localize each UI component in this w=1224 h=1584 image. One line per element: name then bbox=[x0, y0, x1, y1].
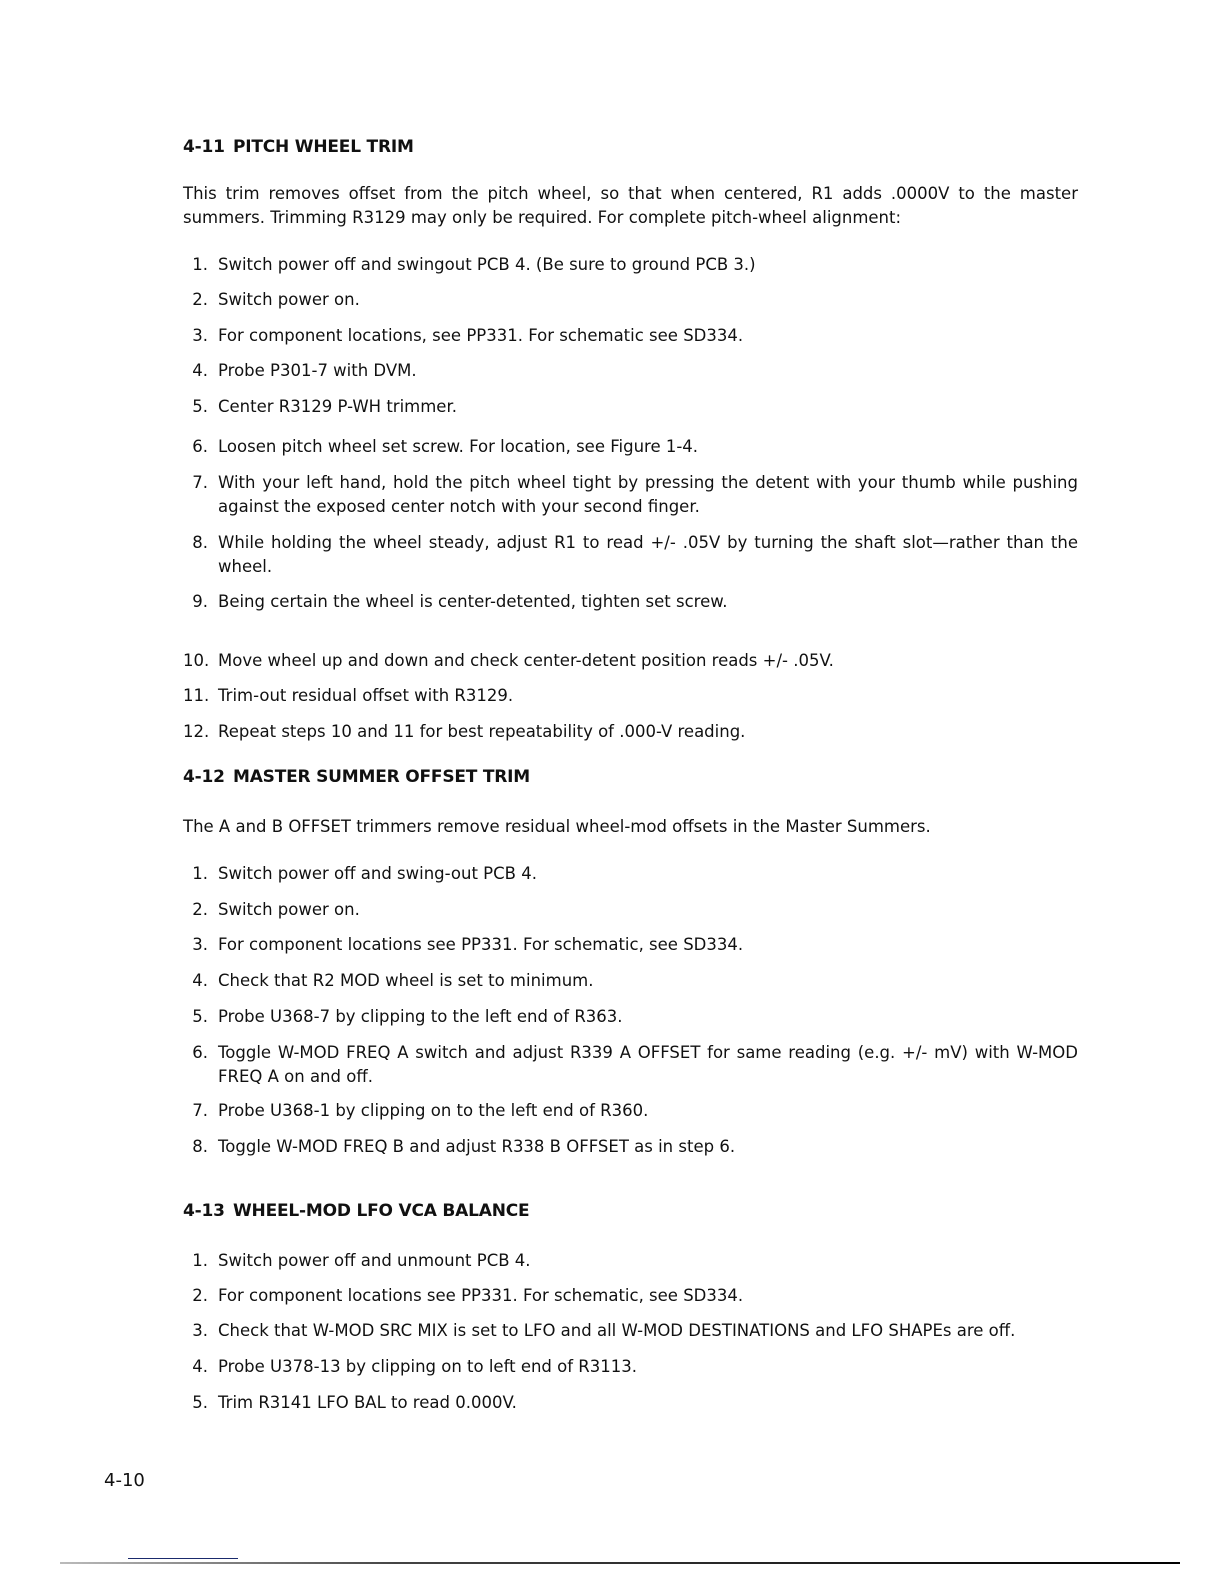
step-number: 4. bbox=[192, 361, 208, 380]
page-number: 4-10 bbox=[104, 1470, 145, 1491]
step-text: For component locations, see PP331. For schematic see SD334. bbox=[218, 326, 744, 345]
list-item bbox=[183, 720, 1078, 744]
bottom-rule bbox=[60, 1562, 1180, 1564]
list-item bbox=[183, 1041, 1078, 1089]
section-intro: This trim removes offset from the pitch wheel, so that when centered, R1 adds .0000V to the master summers. Trimming R3129 may only be required. For complete pitch-wheel alignment: bbox=[183, 184, 1078, 227]
section-number: 4-12 bbox=[183, 767, 225, 787]
step-text: Switch power off and swingout PCB 4. (Be sure to ground PCB 3.) bbox=[218, 255, 756, 274]
list-item bbox=[183, 590, 1078, 614]
step-number: 7. bbox=[192, 473, 208, 492]
step-number: 2. bbox=[192, 290, 208, 309]
step-number: 11. bbox=[183, 686, 210, 705]
list-item bbox=[183, 531, 1078, 579]
list-item bbox=[183, 359, 1078, 383]
list-item bbox=[183, 1135, 1078, 1159]
step-text: While holding the wheel steady, adjust R1 to read +/- .05V by turning the shaft slot—rather than the wheel. bbox=[218, 533, 1078, 576]
step-text: For component locations see PP331. For schematic, see SD334. bbox=[218, 935, 744, 954]
step-number: 1. bbox=[192, 864, 208, 883]
step-text: Toggle W-MOD FREQ A switch and adjust R339 A OFFSET for same reading (e.g. +/- mV) with W-MOD FREQ A on and off. bbox=[218, 1043, 1078, 1086]
step-text: Being certain the wheel is center-detented, tighten set screw. bbox=[218, 592, 728, 611]
step-text: Center R3129 P-WH trimmer. bbox=[218, 397, 457, 416]
step-number: 6. bbox=[192, 1043, 208, 1062]
section-intro: The A and B OFFSET trimmers remove residual wheel-mod offsets in the Master Summers. bbox=[183, 817, 931, 836]
list-item bbox=[183, 253, 1078, 277]
step-number: 5. bbox=[192, 1007, 208, 1026]
step-number: 5. bbox=[192, 1393, 208, 1412]
section-heading bbox=[183, 767, 530, 787]
step-number: 7. bbox=[192, 1101, 208, 1120]
list-item bbox=[183, 1005, 1078, 1029]
section-title: MASTER SUMMER OFFSET TRIM bbox=[233, 767, 531, 787]
list-item bbox=[183, 649, 1078, 673]
step-text: For component locations see PP331. For schematic, see SD334. bbox=[218, 1286, 744, 1305]
step-text: Trim R3141 LFO BAL to read 0.000V. bbox=[218, 1393, 517, 1412]
step-text: Toggle W-MOD FREQ B and adjust R338 B OFFSET as in step 6. bbox=[218, 1137, 736, 1156]
list-item bbox=[183, 933, 1078, 957]
step-number: 1. bbox=[192, 255, 208, 274]
step-number: 3. bbox=[192, 1321, 208, 1340]
step-text: Probe U378-13 by clipping on to left end of R3113. bbox=[218, 1357, 637, 1376]
step-text: Loosen pitch wheel set screw. For location, see Figure 1-4. bbox=[218, 437, 699, 456]
section-number: 4-13 bbox=[183, 1201, 225, 1221]
section-heading bbox=[183, 137, 414, 157]
step-number: 3. bbox=[192, 935, 208, 954]
step-text: Switch power off and swing-out PCB 4. bbox=[218, 864, 537, 883]
step-text: Probe U368-1 by clipping on to the left end of R360. bbox=[218, 1101, 649, 1120]
step-number: 4. bbox=[192, 971, 208, 990]
list-item bbox=[183, 898, 1078, 922]
step-text: Switch power on. bbox=[218, 290, 360, 309]
list-item bbox=[183, 1284, 1078, 1308]
list-item bbox=[183, 1319, 1078, 1343]
list-item bbox=[183, 395, 1078, 419]
list-item bbox=[183, 1355, 1078, 1379]
step-text: Repeat steps 10 and 11 for best repeatability of .000-V reading. bbox=[218, 722, 746, 741]
step-text: Check that R2 MOD wheel is set to minimum. bbox=[218, 971, 594, 990]
step-number: 2. bbox=[192, 900, 208, 919]
list-item bbox=[183, 471, 1078, 519]
list-item bbox=[183, 1249, 1078, 1273]
step-number: 8. bbox=[192, 1137, 208, 1156]
list-item bbox=[183, 1391, 1078, 1415]
list-item bbox=[183, 288, 1078, 312]
step-text: Trim-out residual offset with R3129. bbox=[218, 686, 514, 705]
step-text: Move wheel up and down and check center-detent position reads +/- .05V. bbox=[218, 651, 834, 670]
section-heading bbox=[183, 1201, 529, 1221]
list-item bbox=[183, 1099, 1078, 1123]
step-number: 10. bbox=[183, 651, 210, 670]
list-item bbox=[183, 324, 1078, 348]
step-number: 6. bbox=[192, 437, 208, 456]
step-number: 2. bbox=[192, 1286, 208, 1305]
step-number: 1. bbox=[192, 1251, 208, 1270]
step-number: 12. bbox=[183, 722, 210, 741]
step-text: Switch power off and unmount PCB 4. bbox=[218, 1251, 531, 1270]
section-title: WHEEL-MOD LFO VCA BALANCE bbox=[233, 1201, 530, 1221]
step-number: 3. bbox=[192, 326, 208, 345]
list-item bbox=[183, 862, 1078, 886]
list-item bbox=[183, 969, 1078, 993]
step-number: 8. bbox=[192, 533, 208, 552]
step-number: 5. bbox=[192, 397, 208, 416]
section-number: 4-11 bbox=[183, 137, 225, 157]
step-number: 9. bbox=[192, 592, 208, 611]
bottom-rule-accent bbox=[128, 1558, 238, 1559]
list-item bbox=[183, 684, 1078, 708]
step-text: Probe P301-7 with DVM. bbox=[218, 361, 417, 380]
step-text: Probe U368-7 by clipping to the left end of R363. bbox=[218, 1007, 623, 1026]
section-title: PITCH WHEEL TRIM bbox=[233, 137, 414, 157]
step-text: Switch power on. bbox=[218, 900, 360, 919]
step-text: With your left hand, hold the pitch wheel tight by pressing the detent with your thumb while pushing against the exposed center notch with your second finger. bbox=[218, 473, 1078, 516]
step-text: Check that W-MOD SRC MIX is set to LFO and all W-MOD DESTINATIONS and LFO SHAPEs are off. bbox=[218, 1321, 1016, 1340]
step-number: 4. bbox=[192, 1357, 208, 1376]
list-item bbox=[183, 435, 1078, 459]
